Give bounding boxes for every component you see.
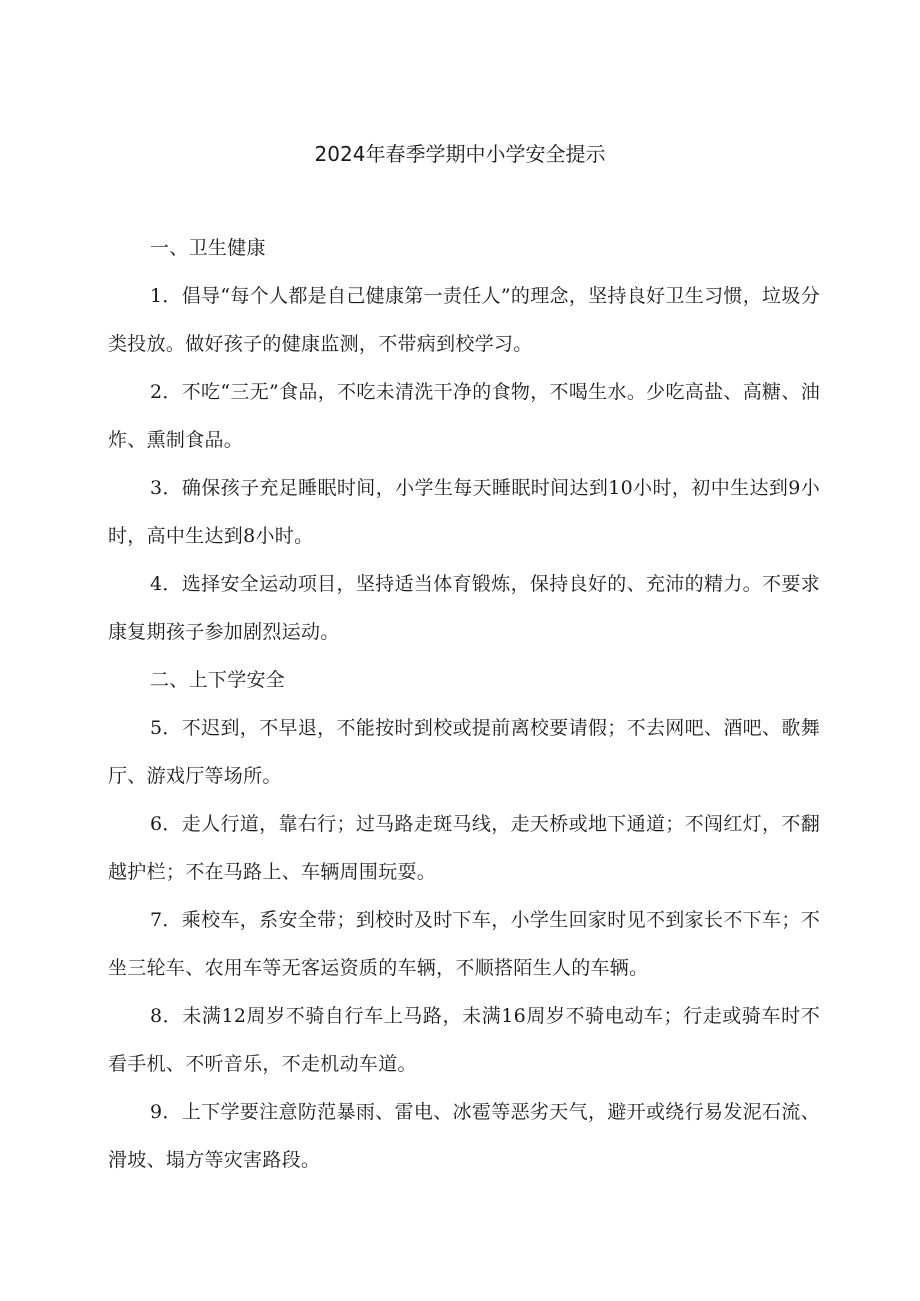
document-body (108, 224, 820, 1184)
paragraph-item-4: 4．选择安全运动项目，坚持适当体育锻炼，保持良好的、充沛的精力。不要求康复期孩子参加剧烈运动。 (108, 573, 820, 643)
paragraph-item-3: 3．确保孩子充足睡眠时间，小学生每天睡眠时间达到10小时，初中生达到9小时，高中生达到8小时。 (108, 477, 820, 547)
paragraph-item-1: 1．倡导“每个人都是自己健康第一责任人”的理念，坚持良好卫生习惯，垃圾分类投放。做好孩子的健康监测，不带病到校学习。 (108, 285, 820, 355)
paragraph-item-2: 2．不吃“三无”食品，不吃未清洗干净的食物，不喝生水。少吃高盐、高糖、油炸、熏制食品。 (108, 381, 820, 451)
paragraph-item-5: 5．不迟到，不早退，不能按时到校或提前离校要请假；不去网吧、酒吧、歌舞厅、游戏厅等场所。 (108, 717, 820, 787)
document-title: 2024年春季学期中小学安全提示 (314, 142, 606, 166)
paragraph-item-7: 7．乘校车，系安全带；到校时及时下车，小学生回家时见不到家长不下车；不坐三轮车、农用车等无客运资质的车辆，不顺搭陌生人的车辆。 (108, 909, 820, 979)
section-heading-commute: 二、上下学安全 (150, 669, 286, 691)
paragraph-item-8: 8．未满12周岁不骑自行车上马路，未满16周岁不骑电动车；行走或骑车时不看手机、不听音乐，不走机动车道。 (108, 1005, 820, 1075)
section-heading-hygiene: 一、卫生健康 (150, 237, 266, 259)
paragraph-item-9: 9．上下学要注意防范暴雨、雷电、冰雹等恶劣天气，避开或绕行易发泥石流、滑坡、塌方等灾害路段。 (108, 1101, 820, 1171)
paragraph-item-6: 6．走人行道，靠右行；过马路走斑马线，走天桥或地下通道；不闯红灯，不翻越护栏；不在马路上、车辆周围玩耍。 (108, 813, 820, 883)
